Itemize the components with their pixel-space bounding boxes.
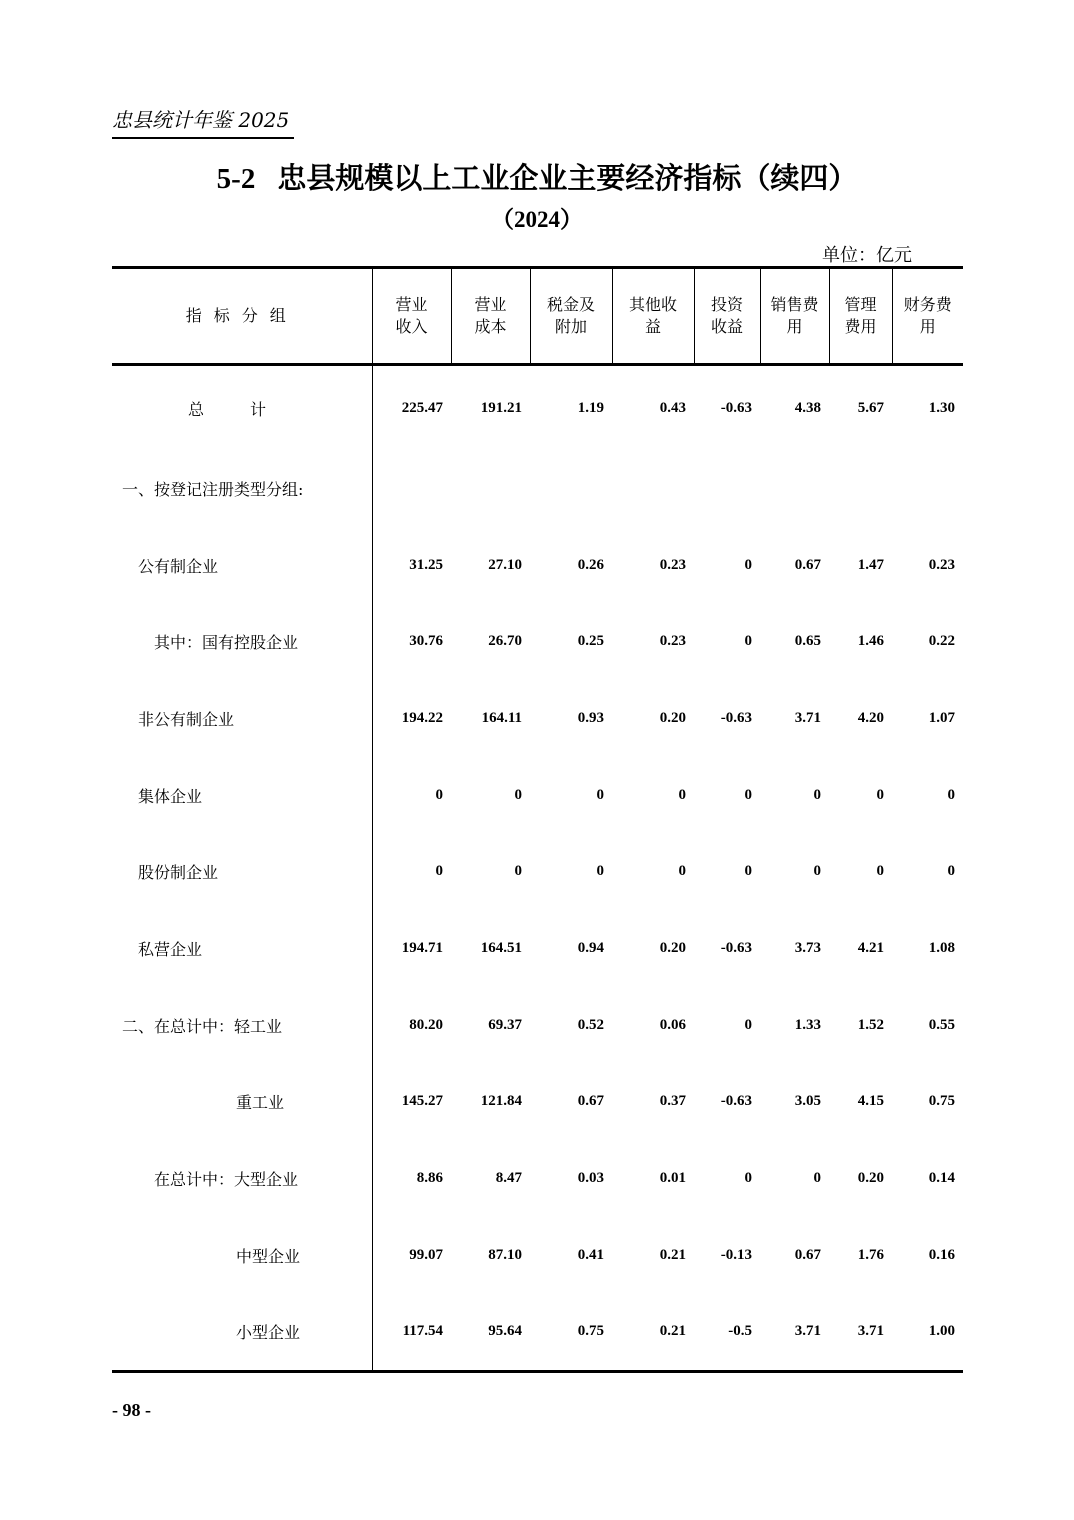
cell-value: 31.25 xyxy=(409,556,443,573)
cell-value: 8.86 xyxy=(416,1170,443,1187)
header-admin-expense: 管理 费用 xyxy=(829,268,892,365)
cell-value: 26.70 xyxy=(488,633,522,650)
cell-value: 0.20 xyxy=(659,709,686,726)
cell-value: 87.10 xyxy=(488,1246,522,1263)
cell-value xyxy=(372,450,451,527)
cell-value: 194.71 xyxy=(401,939,443,956)
table-row xyxy=(112,1140,963,1217)
table-row xyxy=(112,910,963,987)
cell-value: 1.47 xyxy=(857,556,884,573)
cell-value: 3.05 xyxy=(794,1093,821,1110)
cell-value: 1.30 xyxy=(928,399,955,416)
cell-value: 4.21 xyxy=(857,939,884,956)
cell-value: 0.23 xyxy=(659,633,686,650)
cell-value: 194.22 xyxy=(401,709,443,726)
cell-value: 5.67 xyxy=(857,399,884,416)
cell-value: 1.33 xyxy=(794,1016,821,1033)
row-label: 二、在总计中：轻工业 xyxy=(112,987,372,1064)
cell-value: 1.08 xyxy=(928,939,955,956)
row-label: 重工业 xyxy=(112,1064,372,1141)
cell-value: 0 xyxy=(678,863,686,880)
cell-value: 0.67 xyxy=(577,1093,604,1110)
cell-value: 0 xyxy=(435,863,443,880)
cell-value: -0.63 xyxy=(720,399,752,416)
cell-value: 80.20 xyxy=(409,1016,443,1033)
cell-value: 0.37 xyxy=(659,1093,686,1110)
cell-value: 0.41 xyxy=(577,1246,604,1263)
cell-value: 0 xyxy=(744,556,752,573)
cell-value: 0.43 xyxy=(659,399,686,416)
cell-value: 0.20 xyxy=(857,1170,884,1187)
cell-value: 3.71 xyxy=(794,709,821,726)
cell-value: 0.94 xyxy=(577,939,604,956)
table-row xyxy=(112,1294,963,1372)
table-row xyxy=(112,987,963,1064)
cell-value: -0.63 xyxy=(720,1093,752,1110)
cell-value: 0 xyxy=(813,1170,821,1187)
table-row xyxy=(112,1064,963,1141)
cell-value: 0.25 xyxy=(577,633,604,650)
row-label: 其中：国有控股企业 xyxy=(112,603,372,680)
row-label: 非公有制企业 xyxy=(112,680,372,757)
row-label: 总计 xyxy=(112,365,372,451)
running-head: 忠县统计年鉴 2025 xyxy=(112,104,294,139)
table-row xyxy=(112,527,963,604)
cell-value: 0.55 xyxy=(928,1016,955,1033)
cell-value: 0 xyxy=(744,633,752,650)
table-number: 5-2 xyxy=(216,163,256,195)
cell-value: 95.64 xyxy=(488,1323,522,1340)
row-label: 在总计中：大型企业 xyxy=(112,1140,372,1217)
cell-value: 0 xyxy=(514,863,522,880)
cell-value: 27.10 xyxy=(488,556,522,573)
cell-value: 0.20 xyxy=(659,939,686,956)
cell-value: 0.75 xyxy=(577,1323,604,1340)
cell-value: 121.84 xyxy=(480,1093,522,1110)
cell-value: 0.75 xyxy=(928,1093,955,1110)
row-label: 公有制企业 xyxy=(112,527,372,604)
cell-value: 0 xyxy=(744,1016,752,1033)
cell-value: 0 xyxy=(947,786,955,803)
cell-value: 0.22 xyxy=(928,633,955,650)
header-selling-expense: 销售费 用 xyxy=(760,268,829,365)
cell-value: 0.06 xyxy=(659,1016,686,1033)
table-row xyxy=(112,603,963,680)
table-row xyxy=(112,833,963,910)
cell-value: 0.67 xyxy=(794,1246,821,1263)
table-row xyxy=(112,1217,963,1294)
cell-value: -0.13 xyxy=(720,1246,752,1263)
cell-value: 0.23 xyxy=(928,556,955,573)
cell-value: 0.16 xyxy=(928,1246,955,1263)
header-other-income: 其他收 益 xyxy=(612,268,694,365)
cell-value: 1.19 xyxy=(577,399,604,416)
page-title xyxy=(0,156,1074,197)
cell-value: 164.11 xyxy=(481,709,522,726)
cell-value: 0.52 xyxy=(577,1016,604,1033)
unit-label: 单位：亿元 xyxy=(822,245,912,266)
cell-value: 0.14 xyxy=(928,1170,955,1187)
row-label: 一、按登记注册类型分组: xyxy=(112,450,372,527)
cell-value: 1.76 xyxy=(857,1246,884,1263)
cell-value: 0.21 xyxy=(659,1323,686,1340)
cell-value xyxy=(612,450,694,527)
cell-value xyxy=(694,450,760,527)
header-row xyxy=(112,268,963,365)
cell-value: 4.20 xyxy=(857,709,884,726)
cell-value: 99.07 xyxy=(409,1246,443,1263)
indicator-table xyxy=(112,266,963,1373)
cell-value: 0 xyxy=(813,786,821,803)
table-row xyxy=(112,365,963,451)
cell-value: 3.71 xyxy=(794,1323,821,1340)
cell-value: -0.63 xyxy=(720,939,752,956)
row-label: 中型企业 xyxy=(112,1217,372,1294)
cell-value: 3.71 xyxy=(857,1323,884,1340)
cell-value: 1.00 xyxy=(928,1323,955,1340)
cell-value: 0.67 xyxy=(794,556,821,573)
cell-value: 0 xyxy=(744,863,752,880)
header-investment-income: 投资 收益 xyxy=(694,268,760,365)
title-text: 忠县规模以上工业企业主要经济指标（续四） xyxy=(277,161,858,195)
cell-value xyxy=(760,450,829,527)
cell-value: 0.03 xyxy=(577,1170,604,1187)
cell-value: 0.26 xyxy=(577,556,604,573)
cell-value: 0 xyxy=(876,863,884,880)
cell-value: 3.73 xyxy=(794,939,821,956)
row-label: 小型企业 xyxy=(112,1294,372,1372)
row-label: 股份制企业 xyxy=(112,833,372,910)
cell-value: 0.93 xyxy=(577,709,604,726)
header-revenue: 营业 收入 xyxy=(372,268,451,365)
header-cost: 营业 成本 xyxy=(451,268,530,365)
cell-value: 164.51 xyxy=(480,939,522,956)
cell-value: 8.47 xyxy=(495,1170,522,1187)
header-tax: 税金及 附加 xyxy=(530,268,612,365)
header-finance-expense: 财务费 用 xyxy=(892,268,963,365)
page-number: - 98 - xyxy=(112,1400,151,1420)
cell-value: 1.46 xyxy=(857,633,884,650)
cell-value: 30.76 xyxy=(409,633,443,650)
table-row xyxy=(112,680,963,757)
cell-value: -0.63 xyxy=(720,709,752,726)
cell-value xyxy=(892,450,963,527)
cell-value: 0 xyxy=(744,786,752,803)
cell-value: 0.01 xyxy=(659,1170,686,1187)
cell-value: 0 xyxy=(596,786,604,803)
row-label: 私营企业 xyxy=(112,910,372,987)
cell-value: 0 xyxy=(947,863,955,880)
cell-value: 0 xyxy=(678,786,686,803)
cell-value: 0.65 xyxy=(794,633,821,650)
cell-value: 4.38 xyxy=(794,399,821,416)
cell-value xyxy=(530,450,612,527)
cell-value: 0 xyxy=(744,1170,752,1187)
cell-value: 0.23 xyxy=(659,556,686,573)
header-label: 指标分组 xyxy=(112,268,372,365)
cell-value: 0 xyxy=(514,786,522,803)
table-row xyxy=(112,450,963,527)
cell-value: 0 xyxy=(435,786,443,803)
cell-value xyxy=(451,450,530,527)
cell-value: -0.5 xyxy=(728,1323,752,1340)
cell-value: 1.52 xyxy=(857,1016,884,1033)
cell-value: 1.07 xyxy=(928,709,955,726)
cell-value: 145.27 xyxy=(401,1093,443,1110)
cell-value: 117.54 xyxy=(402,1323,443,1340)
cell-value: 191.21 xyxy=(480,399,522,416)
year-subtitle: （2024） xyxy=(491,207,583,232)
cell-value: 0 xyxy=(813,863,821,880)
cell-value xyxy=(829,450,892,527)
cell-value: 4.15 xyxy=(857,1093,884,1110)
row-label: 集体企业 xyxy=(112,757,372,834)
cell-value: 225.47 xyxy=(401,399,443,416)
cell-value: 69.37 xyxy=(488,1016,522,1033)
cell-value: 0 xyxy=(876,786,884,803)
cell-value: 0 xyxy=(596,863,604,880)
cell-value: 0.21 xyxy=(659,1246,686,1263)
table-row xyxy=(112,757,963,834)
